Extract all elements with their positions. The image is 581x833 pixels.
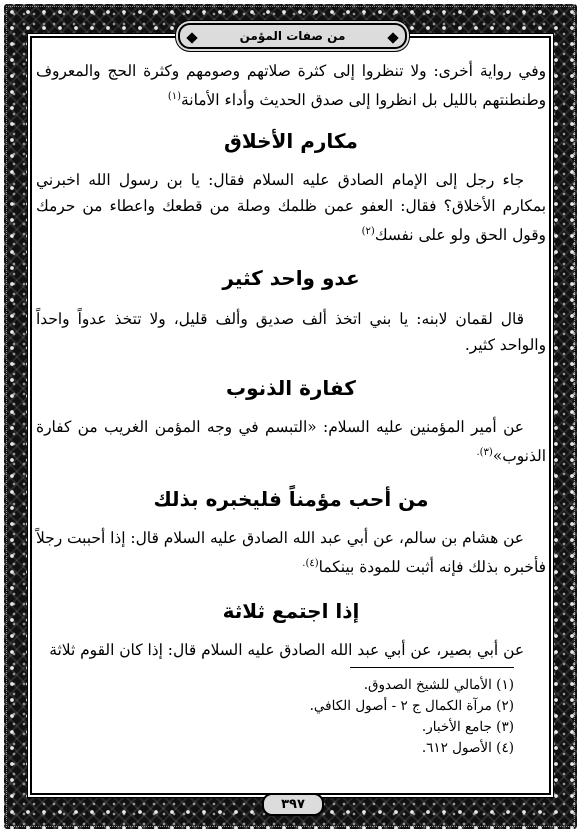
footnote-number: (١) [496, 677, 514, 693]
footnote-number: (٣) [496, 719, 514, 735]
section-heading: مكارم الأخلاق [224, 129, 358, 154]
footnote-text: جامع الأخبار. [421, 719, 492, 735]
intro-text: وفي رواية أخرى: ولا تنظروا إلى كثرة صلاتهم وصومهم وكثرة الحج والمعروف وطنطنتهم بالليل بل انظروا إلى صدق الحديث وأداء الأمانة [36, 62, 546, 110]
section-text: جاء رجل إلى الإمام الصادق عليه السلام فقال: يا بن رسول الله اخبرني بمكارم الأخلاق؟ فقال: العفو عمن ظلمك وصلة من قطعك واعطاء من حرمك وقول الحق ولو على نفسك [36, 171, 546, 245]
footnote-ref: (٤). [302, 558, 319, 570]
footnote-ref: (٣). [476, 447, 493, 459]
footnote-ref: (١) [167, 91, 182, 102]
section-paragraph [36, 525, 546, 580]
section-paragraph [36, 167, 546, 248]
section-paragraph [36, 306, 546, 358]
section-heading: من أحب مؤمناً فليخبره بذلك [153, 487, 429, 512]
section-heading: إذا اجتمع ثلاثة [222, 598, 360, 623]
footnote-number: (٢) [496, 698, 514, 714]
page-number: ٣٩٧ [281, 797, 305, 812]
section-text: قال لقمان لابنه: يا بني اتخذ ألف صديق وألف قليل، ولا تتخذ عدواً واحداً والواحد كثير. [36, 310, 546, 355]
footnote-text: الأمالي للشيخ الصدوق. [363, 677, 492, 693]
footnote-item [180, 738, 514, 759]
main-text [36, 58, 546, 663]
section-text: عن أمير المؤمنين عليه السلام: «التبسم في وجه المؤمن الغريب من كفارة الذنوب» [36, 418, 546, 466]
footnote-item [180, 675, 514, 696]
page-number-badge [262, 793, 324, 816]
section-paragraph [36, 637, 546, 663]
diamond-ornament-icon [186, 32, 197, 43]
footnote-divider [350, 667, 514, 668]
section-text: عن هشام بن سالم، عن أبي عبد الله الصادق عليه السلام قال: إذا أحببت رجلاً فأخبره بذلك فإنه أثبت للمودة بينكما [36, 529, 546, 577]
footnote-text: مرآة الكمال ج ٢ - أصول الكافي. [309, 698, 492, 714]
footnote-number: (٤) [496, 740, 514, 756]
intro-paragraph [36, 58, 546, 113]
section-text: عن أبي بصير، عن أبي عبد الله الصادق عليه السلام قال: إذا كان القوم ثلاثة [49, 640, 524, 659]
section-paragraph [36, 414, 546, 469]
diamond-ornament-icon [387, 32, 398, 43]
footnote-item [180, 717, 514, 738]
footnote-text: الأصول ٦١٢. [421, 740, 492, 756]
intro-paragraph-block [36, 58, 546, 113]
section-heading: كفارة الذنوب [226, 376, 356, 401]
footnote-item [180, 696, 514, 717]
section-heading: عدو واحد كثير [222, 266, 360, 291]
footnotes [180, 675, 514, 759]
running-header-title: من صفات المؤمن [239, 29, 346, 43]
footnote-ref: (٢) [361, 226, 375, 238]
running-header [178, 23, 407, 49]
